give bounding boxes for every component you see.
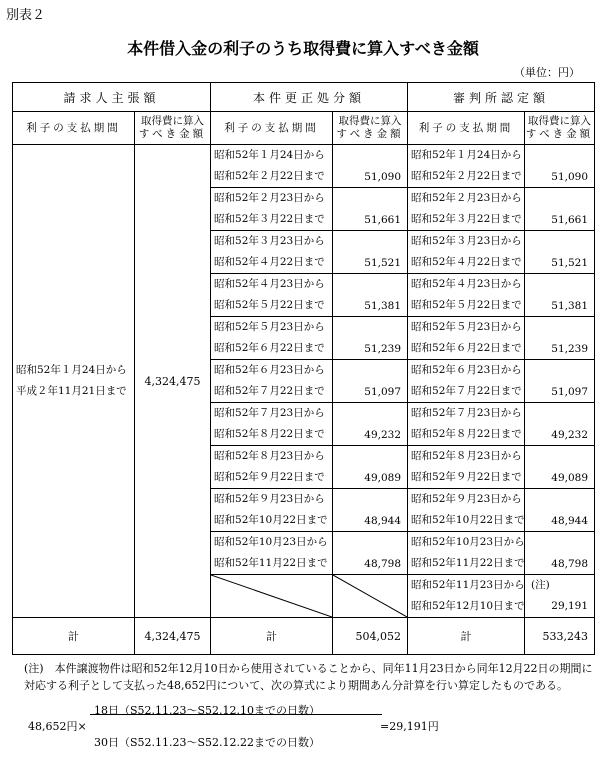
tribunal-amount: 49,232 [525,403,595,446]
tribunal-period: 昭和52年５月23日から 昭和52年６月22日まで [408,317,525,360]
total-correction: 504,052 [333,618,408,655]
table-body [13,145,595,618]
claim-amount: 4,324,475 [135,145,211,618]
tribunal-period: 昭和52年７月23日から 昭和52年８月22日まで [408,403,525,446]
tribunal-amount: 51,661 [525,188,595,231]
correction-amount-empty [333,575,408,618]
header-period-tribunal: 利子の支払期間 [408,112,525,145]
page-title: 本件借入金の利子のうち取得費に算入すべき金額 [127,39,479,58]
formula-denominator: 30日（S52.11.23～S52.12.22までの日数） [94,736,321,749]
header-tribunal: 審判所認定額 [408,83,595,112]
tribunal-amount: 51,521 [525,231,595,274]
correction-amount: 49,089 [333,446,408,489]
header-amount-correction: 取得費に算入 すべき金額 [333,112,408,145]
correction-period: 昭和52年３月23日から 昭和52年４月22日まで [211,231,333,274]
table-row [13,145,595,188]
total-label-tribunal: 計 [408,618,525,655]
correction-amount: 51,097 [333,360,408,403]
tribunal-amount: 48,944 [525,489,595,532]
correction-period: 昭和52年７月23日から 昭和52年８月22日まで [211,403,333,446]
header-claim: 請求人主張額 [13,83,211,112]
total-label-claim: 計 [13,618,135,655]
formula-result: =29,191円 [380,720,439,733]
tribunal-amount: 49,089 [525,446,595,489]
table-label: 別表２ [6,8,46,23]
correction-period: 昭和52年２月23日から 昭和52年３月22日まで [211,188,333,231]
tribunal-period: 昭和52年２月23日から 昭和52年３月22日まで [408,188,525,231]
correction-amount: 48,944 [333,489,408,532]
correction-period: 昭和52年９月23日から 昭和52年10月22日まで [211,489,333,532]
header-amount-tribunal: 取得費に算入 すべき金額 [525,112,595,145]
tribunal-period: 昭和52年11月23日から 昭和52年12月10日まで [408,575,525,618]
correction-period: 昭和52年４月23日から 昭和52年５月22日まで [211,274,333,317]
tribunal-amount: 48,798 [525,532,595,575]
unit-label: （単位：円） [514,66,580,79]
tribunal-amount: 51,239 [525,317,595,360]
interest-table [12,82,595,655]
total-claim: 4,324,475 [135,618,211,655]
correction-amount: 51,090 [333,145,408,188]
correction-period: 昭和52年５月23日から 昭和52年６月22日まで [211,317,333,360]
tribunal-period: 昭和52年９月23日から 昭和52年10月22日まで [408,489,525,532]
correction-period: 昭和52年10月23日から 昭和52年11月22日まで [211,532,333,575]
correction-amount: 51,381 [333,274,408,317]
total-tribunal: 533,243 [525,618,595,655]
claim-period: 昭和52年１月24日から 平成２年11月21日まで [13,145,135,618]
tribunal-period: 昭和52年１月24日から 昭和52年２月22日まで [408,145,525,188]
tribunal-period: 昭和52年８月23日から 昭和52年９月22日まで [408,446,525,489]
header-amount-claim: 取得費に算入 すべき金額 [135,112,211,145]
correction-period: 昭和52年８月23日から 昭和52年９月22日まで [211,446,333,489]
fraction-bar [90,714,382,715]
correction-period-empty [211,575,333,618]
correction-period: 昭和52年６月23日から 昭和52年７月22日まで [211,360,333,403]
tribunal-period: 昭和52年10月23日から 昭和52年11月22日まで [408,532,525,575]
correction-period: 昭和52年１月24日から 昭和52年２月22日まで [211,145,333,188]
tribunal-amount: (注) 29,191 [525,575,595,618]
total-row [13,618,595,655]
tribunal-amount: 51,381 [525,274,595,317]
header-correction: 本件更正処分額 [211,83,408,112]
header-period-correction: 利子の支払期間 [211,112,333,145]
correction-amount: 48,798 [333,532,408,575]
tribunal-period: 昭和52年４月23日から 昭和52年５月22日まで [408,274,525,317]
formula-numerator: 18日（S52.11.23～S52.12.10までの日数） [94,704,321,717]
header-period-claim: 利子の支払期間 [13,112,135,145]
total-label-correction: 計 [211,618,333,655]
correction-amount: 49,232 [333,403,408,446]
correction-amount: 51,239 [333,317,408,360]
tribunal-period: 昭和52年３月23日から 昭和52年４月22日まで [408,231,525,274]
tribunal-period: 昭和52年６月23日から 昭和52年７月22日まで [408,360,525,403]
correction-amount: 51,661 [333,188,408,231]
formula-base: 48,652円× [28,720,87,733]
tribunal-amount: 51,090 [525,145,595,188]
footnote: (注) 本件譲渡物件は昭和52年12月10日から使用されていることから、同年11月23日から同年12月22日の期間に対応する利子として支払った48,652円について、次の算式により期間あん分計算を行い算定したものである。 [24,662,593,692]
tribunal-amount: 51,097 [525,360,595,403]
correction-amount: 51,521 [333,231,408,274]
